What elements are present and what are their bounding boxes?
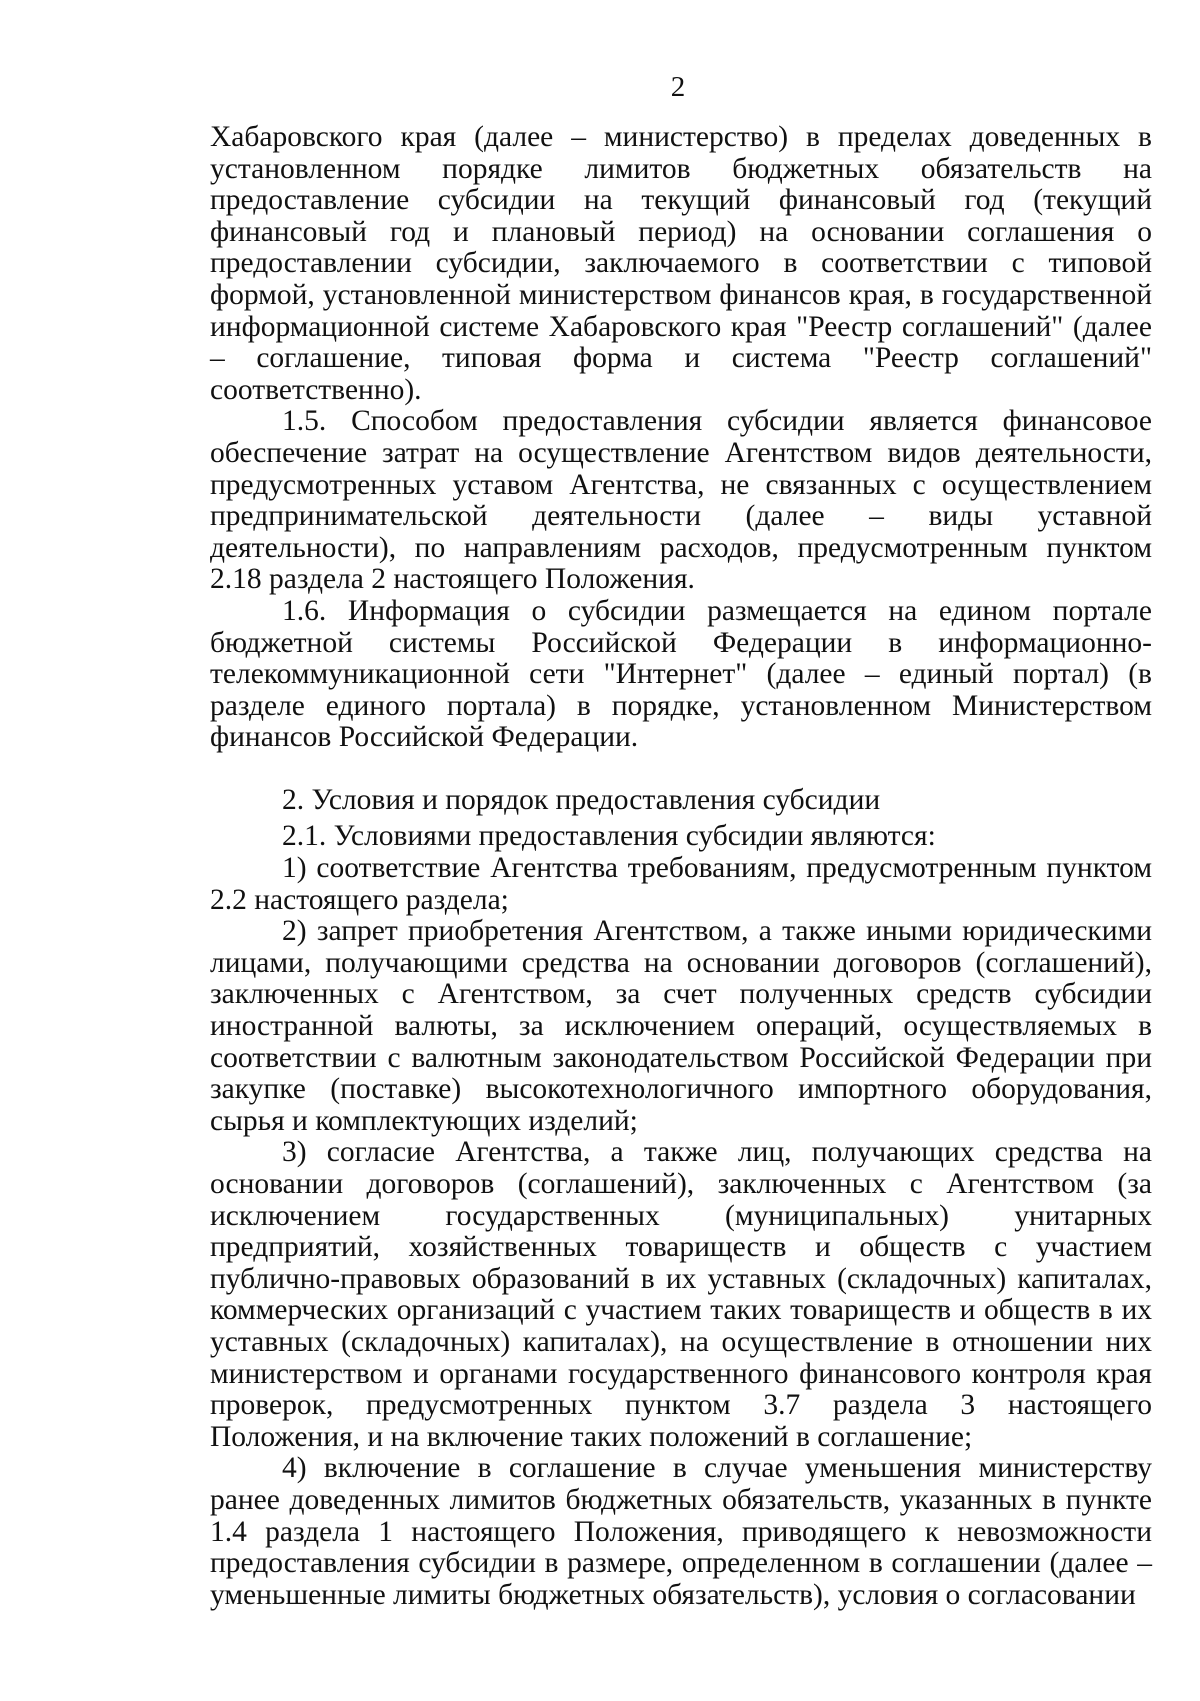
- paragraph-continuation: Хабаровского края (далее – министерство) в пределах доведенных в установленном порядке лимитов бюджетных обязательств на предоставление субсидии на текущий финансовый год (текущий финансовый год и плановый период) на основании соглашения о предоставлении субсидии, заключаемого в соответствии с типовой формой, установленной министерством финансов края, в государственной информационной системе Хабаровского края "Реестр соглашений" (далее – соглашение, типовая форма и система "Реестр соглашений" соответственно).: [210, 121, 1152, 406]
- list-item-3: 3) согласие Агентства, а также лиц, получающих средства на основании договоров (соглашений), заключенных с Агентством (за исключением государственных (муниципальных) унитарных предприятий, хозяйственных товариществ и обществ с участием публично-правовых образований в их уставных (складочных) капиталах, коммерческих организаций с участием таких товариществ и обществ в их уставных (складочных) капиталах), на осуществление в отношении них министерством и органами государственного финансового контроля края проверок, предусмотренных пунктом 3.7 раздела 3 настоящего Положения, и на включение таких положений в соглашение;: [210, 1136, 1152, 1453]
- list-item-4: 4) включение в соглашение в случае уменьшения министерству ранее доведенных лимитов бюджетных обязательств, указанных в пункте 1.4 раздела 1 настоящего Положения, приводящего к невозможности предоставления субсидии в размере, определенном в соглашении (далее – уменьшенные лимиты бюджетных обязательств), условия о согласовании: [210, 1452, 1152, 1611]
- document-body: [210, 122, 1152, 1611]
- section-heading-2: 2. Условия и порядок предоставления субсидии: [282, 783, 881, 816]
- list-item-2: 2) запрет приобретения Агентством, а также иными юридическими лицами, получающими средства на основании договоров (соглашений), заключенных с Агентством, за счет полученных средств субсидии иностранной валюты, за исключением операций, осуществляемых в соответствии с валютным законодательством Российской Федерации при закупке (поставке) высокотехнологичного импортного оборудования, сырья и комплектующих изделий;: [210, 915, 1152, 1137]
- paragraph-2-1: 2.1. Условиями предоставления субсидии являются:: [282, 820, 936, 853]
- list-item-1: 1) соответствие Агентства требованиям, предусмотренным пунктом 2.2 настоящего раздела;: [210, 852, 1152, 916]
- page-number: 2: [670, 71, 686, 103]
- paragraph-1-5: 1.5. Способом предоставления субсидии является финансовое обеспечение затрат на осуществление Агентством видов деятельности, предусмотренных уставом Агентства, не связанных с осуществлением предпринимательской деятельности (далее – виды уставной деятельности), по направлениям расходов, предусмотренным пунктом 2.18 раздела 2 настоящего Положения.: [210, 405, 1152, 596]
- paragraph-1-6: 1.6. Информация о субсидии размещается на едином портале бюджетной системы Российской Федерации в информационно-телекоммуникационной сети "Интернет" (далее – единый портал) (в разделе единого портала) в порядке, установленном Министерством финансов Российской Федерации.: [210, 594, 1152, 754]
